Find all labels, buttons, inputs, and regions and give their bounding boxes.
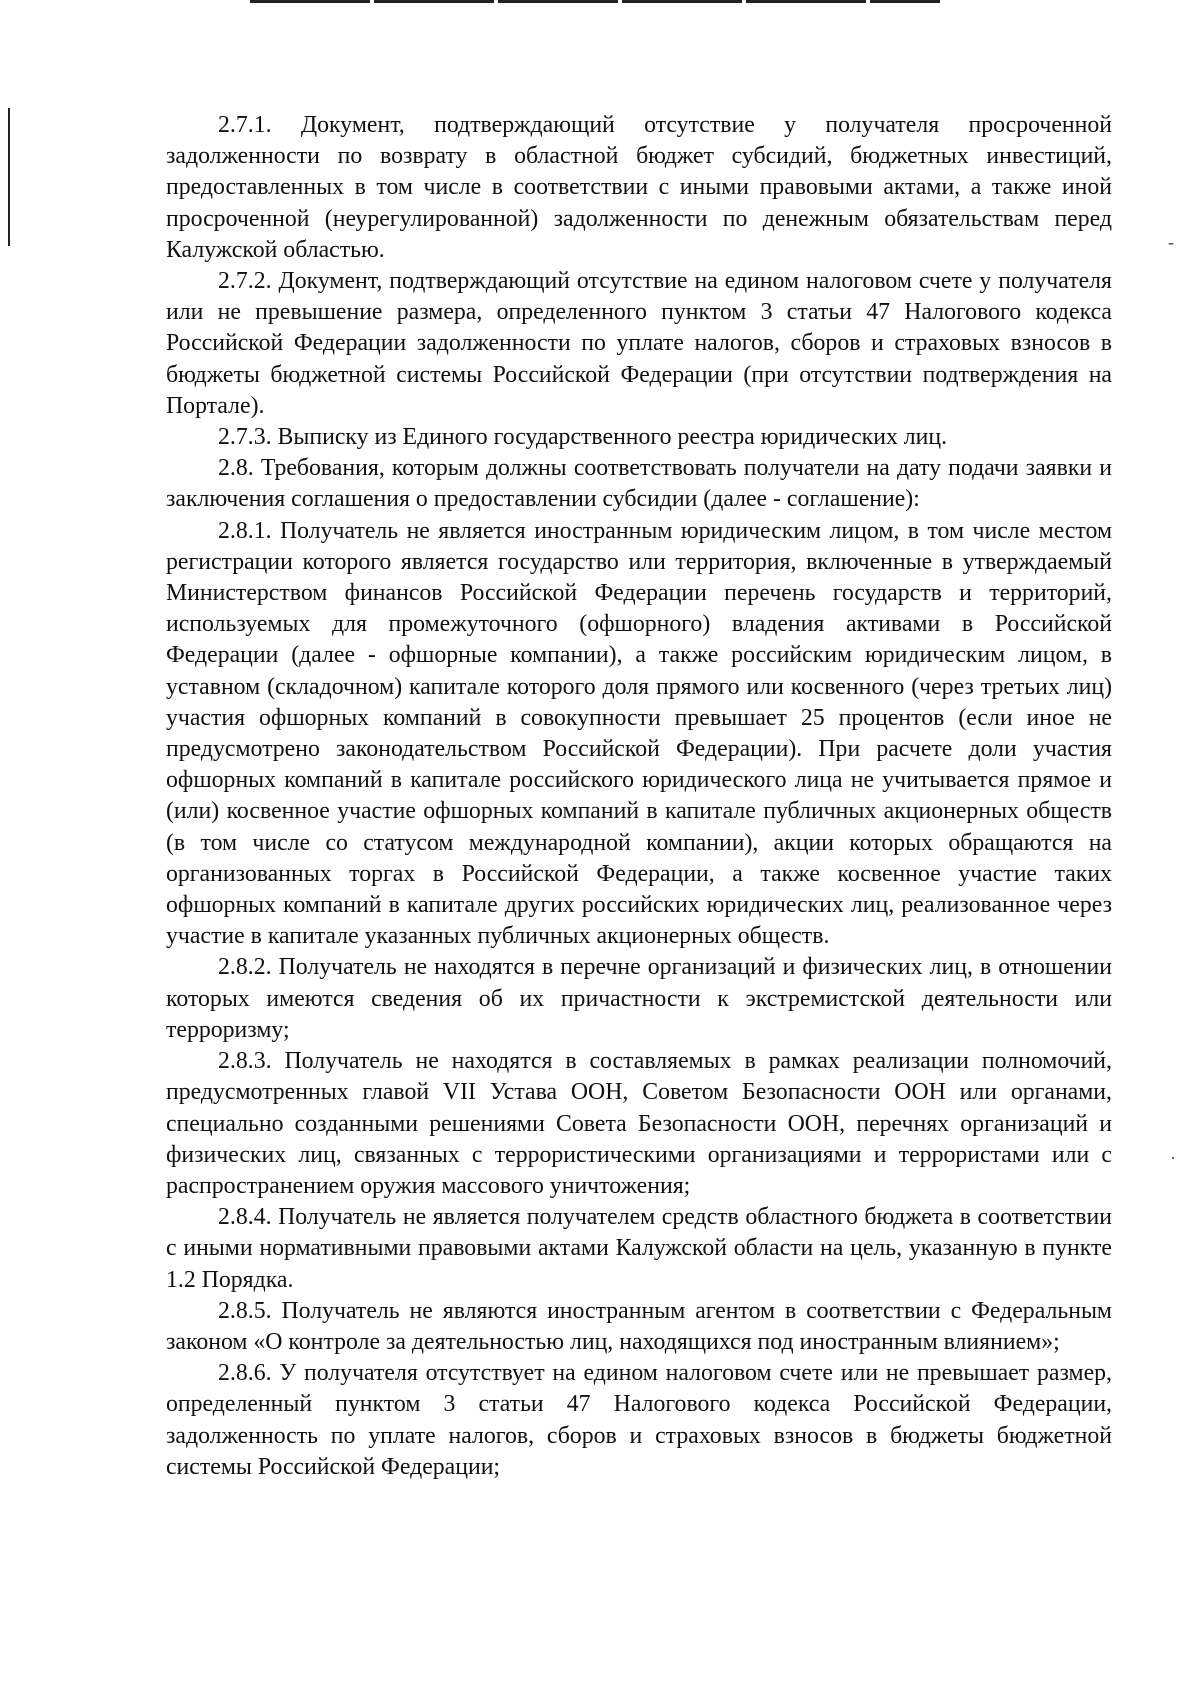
paragraph-2-7-2: 2.7.2. Документ, подтверждающий отсутствие на едином налоговом счете у получателя или не превышение размера, определенного пунктом 3 статьи 47 Налогового кодекса Российской Федерации задолженности по уплате налогов, сборов и страховых взносов в бюджеты бюджетной системы Российской Федерации (при отсутствии подтверждения на Портале). (166, 268, 1112, 419)
document-body (166, 110, 1112, 1483)
paragraph-2-8-3: 2.8.3. Получатель не находятся в составляемых в рамках реализации полномочий, предусмотренных главой VII Устава ООН, Советом Безопасности ООН или органами, специально созданными решениями Совета Безопасности ООН, перечнях организаций и физических лиц, связанных с террористическими организациями и террористами или с распространением оружия массового уничтожения; (166, 1048, 1112, 1199)
scan-speck: · (1170, 1148, 1176, 1168)
margin-revision-bar (8, 108, 10, 246)
paragraph-2-8-1: 2.8.1. Получатель не является иностранным юридическим лицом, в том числе местом регистрации которого является государство или территория, включенные в утверждаемый Министерством финансов Российской Федерации перечень государств и территорий, используемых для промежуточного (офшорного) владения активами в Российской Федерации (далее - офшорные компании), а также российским юридическим лицом, в уставном (складочном) капитале которого доля прямого или косвенного (через третьих лиц) участия офшорных компаний в совокупности превышает 25 процентов (если иное не предусмотрено законодательством Российской Федерации). При расчете доли участия офшорных компаний в капитале российского юридического лица не учитывается прямое и (или) косвенное участие офшорных компаний в капитале публичных акционерных обществ (в том числе со статусом международной компании), акции которых обращаются на организованных торгах в Российской Федерации, а также косвенное участие таких офшорных компаний в капитале других российских юридических лиц, реализованное через участие в капитале указанных публичных акционерных обществ. (166, 517, 1112, 950)
paragraph-2-7-1: 2.7.1. Документ, подтверждающий отсутствие у получателя просроченной задолженности по возврату в областной бюджет субсидий, бюджетных инвестиций, предоставленных в том числе в соответствии с иными правовыми актами, а также иной просроченной (неурегулированной) задолженности по денежным обязательствам перед Калужской областью. (166, 112, 1112, 263)
paragraph-2-8-2: 2.8.2. Получатель не находятся в перечне организаций и физических лиц, в отношении которых имеются сведения об их причастности к экстремистской деятельности или терроризму; (166, 954, 1112, 1043)
paragraph-2-8-6: 2.8.6. У получателя отсутствует на едином налоговом счете или не превышает размер, определенный пунктом 3 статьи 47 Налогового кодекса Российской Федерации, задолженность по уплате налогов, сборов и страховых взносов в бюджеты бюджетной системы Российской Федерации; (166, 1360, 1112, 1480)
paragraph-2-8-4: 2.8.4. Получатель не является получателем средств областного бюджета в соответствии с иными нормативными правовыми актами Калужской области на цель, указанную в пункте 1.2 Порядка. (166, 1204, 1112, 1293)
paragraph-2-8-5: 2.8.5. Получатель не являются иностранным агентом в соответствии с Федеральным законом «О контроле за деятельностью лиц, находящихся под иностранным влиянием»; (166, 1297, 1112, 1355)
scan-speck: ‐ (1168, 232, 1174, 252)
paragraph-2-7-3: 2.7.3. Выписку из Единого государственного реестра юридических лиц. (218, 424, 948, 451)
paragraph-2-8: 2.8. Требования, которым должны соответствовать получатели на дату подачи заявки и заключения соглашения о предоставлении субсидии (далее - соглашение): (166, 455, 1112, 513)
scan-top-edge-line (250, 0, 940, 3)
